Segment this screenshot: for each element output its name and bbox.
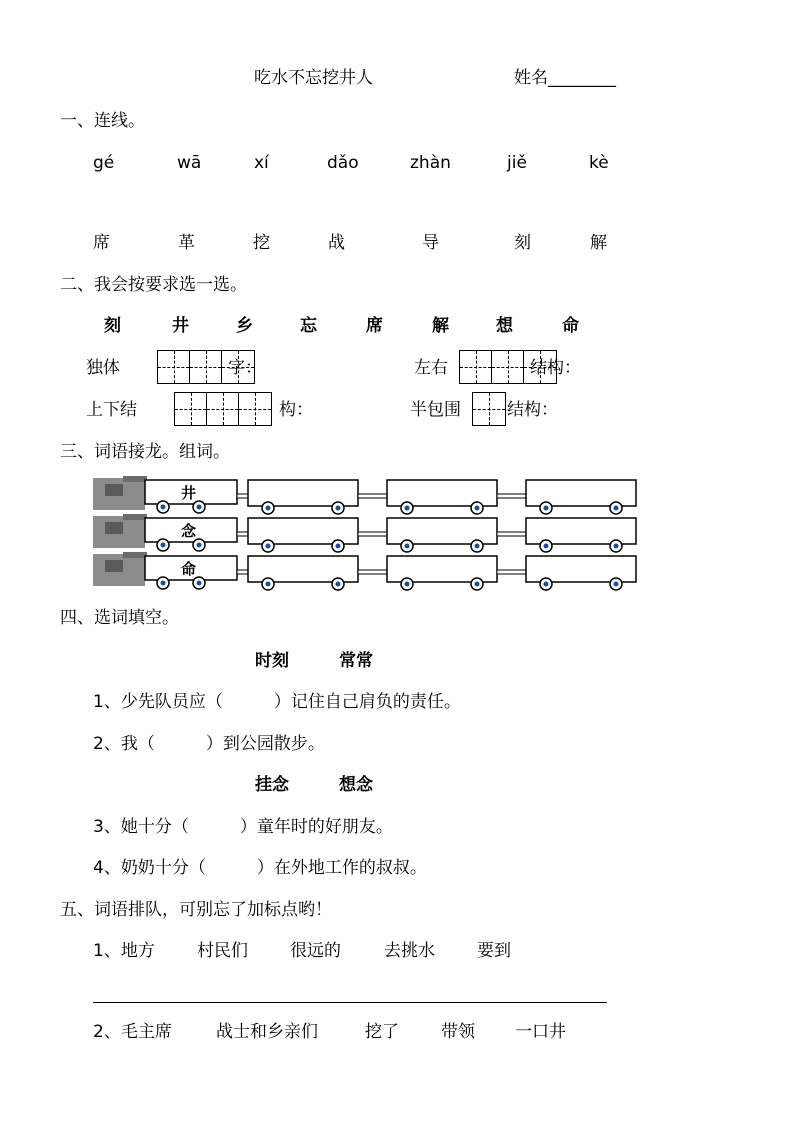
answer-grid-1[interactable] <box>472 392 506 426</box>
page-title: 吃水不忘挖井人 <box>254 68 373 88</box>
char-item: 革 <box>178 233 195 253</box>
word-chip: 村民们 <box>197 941 248 961</box>
section-2-heading: 二、我会按要求选一选。 <box>60 275 247 295</box>
pinyin-item: dǎo <box>327 153 359 173</box>
name-field-label: 姓名________ <box>514 68 616 88</box>
choice-char: 解 <box>432 316 449 336</box>
q2-suffix: 结构： <box>530 358 581 378</box>
char-item: 战 <box>328 233 345 253</box>
choice-char: 席 <box>366 316 383 336</box>
answer-grid-3[interactable] <box>174 392 272 426</box>
q3-suffix: 构： <box>279 400 313 420</box>
word-chip: 2、毛主席 <box>93 1022 172 1042</box>
q3-label: 上下结 <box>86 400 137 420</box>
pinyin-item: kè <box>589 153 609 173</box>
char-item: 席 <box>93 233 110 253</box>
word-chip: 很远的 <box>290 941 341 961</box>
fill-question: 1、少先队员应（ ）记住自己肩负的责任。 <box>93 692 461 712</box>
pinyin-item: zhàn <box>410 153 451 173</box>
pinyin-item: xí <box>254 153 269 173</box>
section-1-heading: 一、连线。 <box>60 111 145 131</box>
char-item: 挖 <box>253 233 270 253</box>
choice-char: 想 <box>496 316 513 336</box>
q1-label: 独体 <box>86 358 120 378</box>
word-chip: 要到 <box>477 941 511 961</box>
word-chip: 去挑水 <box>384 941 435 961</box>
choice-char: 忘 <box>300 316 317 336</box>
section-5-heading: 五、词语排队，可别忘了加标点哟！ <box>60 900 332 920</box>
q4-label: 半包围 <box>410 400 461 420</box>
choice-char: 乡 <box>236 316 253 336</box>
fill-question: 2、我（ ）到公园散步。 <box>93 734 325 754</box>
word-chip: 战士和乡亲们 <box>216 1022 318 1042</box>
train-char: 念 <box>181 522 197 540</box>
train-char: 命 <box>181 560 197 578</box>
word-option: 挂念 <box>255 775 289 795</box>
q4-suffix: 结构： <box>507 400 558 420</box>
section-4-heading: 四、选词填空。 <box>60 608 179 628</box>
char-item: 导 <box>422 233 439 253</box>
word-chip: 带领 <box>441 1022 475 1042</box>
word-option: 常常 <box>339 651 373 671</box>
pinyin-item: wā <box>177 153 202 173</box>
word-chip: 一口井 <box>515 1022 566 1042</box>
pinyin-item: jiě <box>507 153 527 173</box>
pinyin-item: gé <box>93 153 115 173</box>
word-chip: 1、地方 <box>93 941 155 961</box>
choice-char: 命 <box>562 316 579 336</box>
fill-question: 4、奶奶十分（ ）在外地工作的叔叔。 <box>93 858 427 878</box>
word-option: 时刻 <box>255 651 289 671</box>
word-option: 想念 <box>339 775 373 795</box>
choice-char: 井 <box>172 316 189 336</box>
answer-line[interactable] <box>93 1002 607 1003</box>
char-item: 解 <box>590 233 607 253</box>
train-illustration <box>93 473 641 593</box>
q2-label: 左右 <box>414 358 448 378</box>
section-3-heading: 三、词语接龙。组词。 <box>60 442 230 462</box>
word-chip: 挖了 <box>365 1022 399 1042</box>
q1-suffix: 字： <box>228 358 262 378</box>
train-char: 井 <box>181 484 197 502</box>
choice-char: 刻 <box>104 316 121 336</box>
char-item: 刻 <box>514 233 531 253</box>
fill-question: 3、她十分（ ）童年时的好朋友。 <box>93 817 393 837</box>
